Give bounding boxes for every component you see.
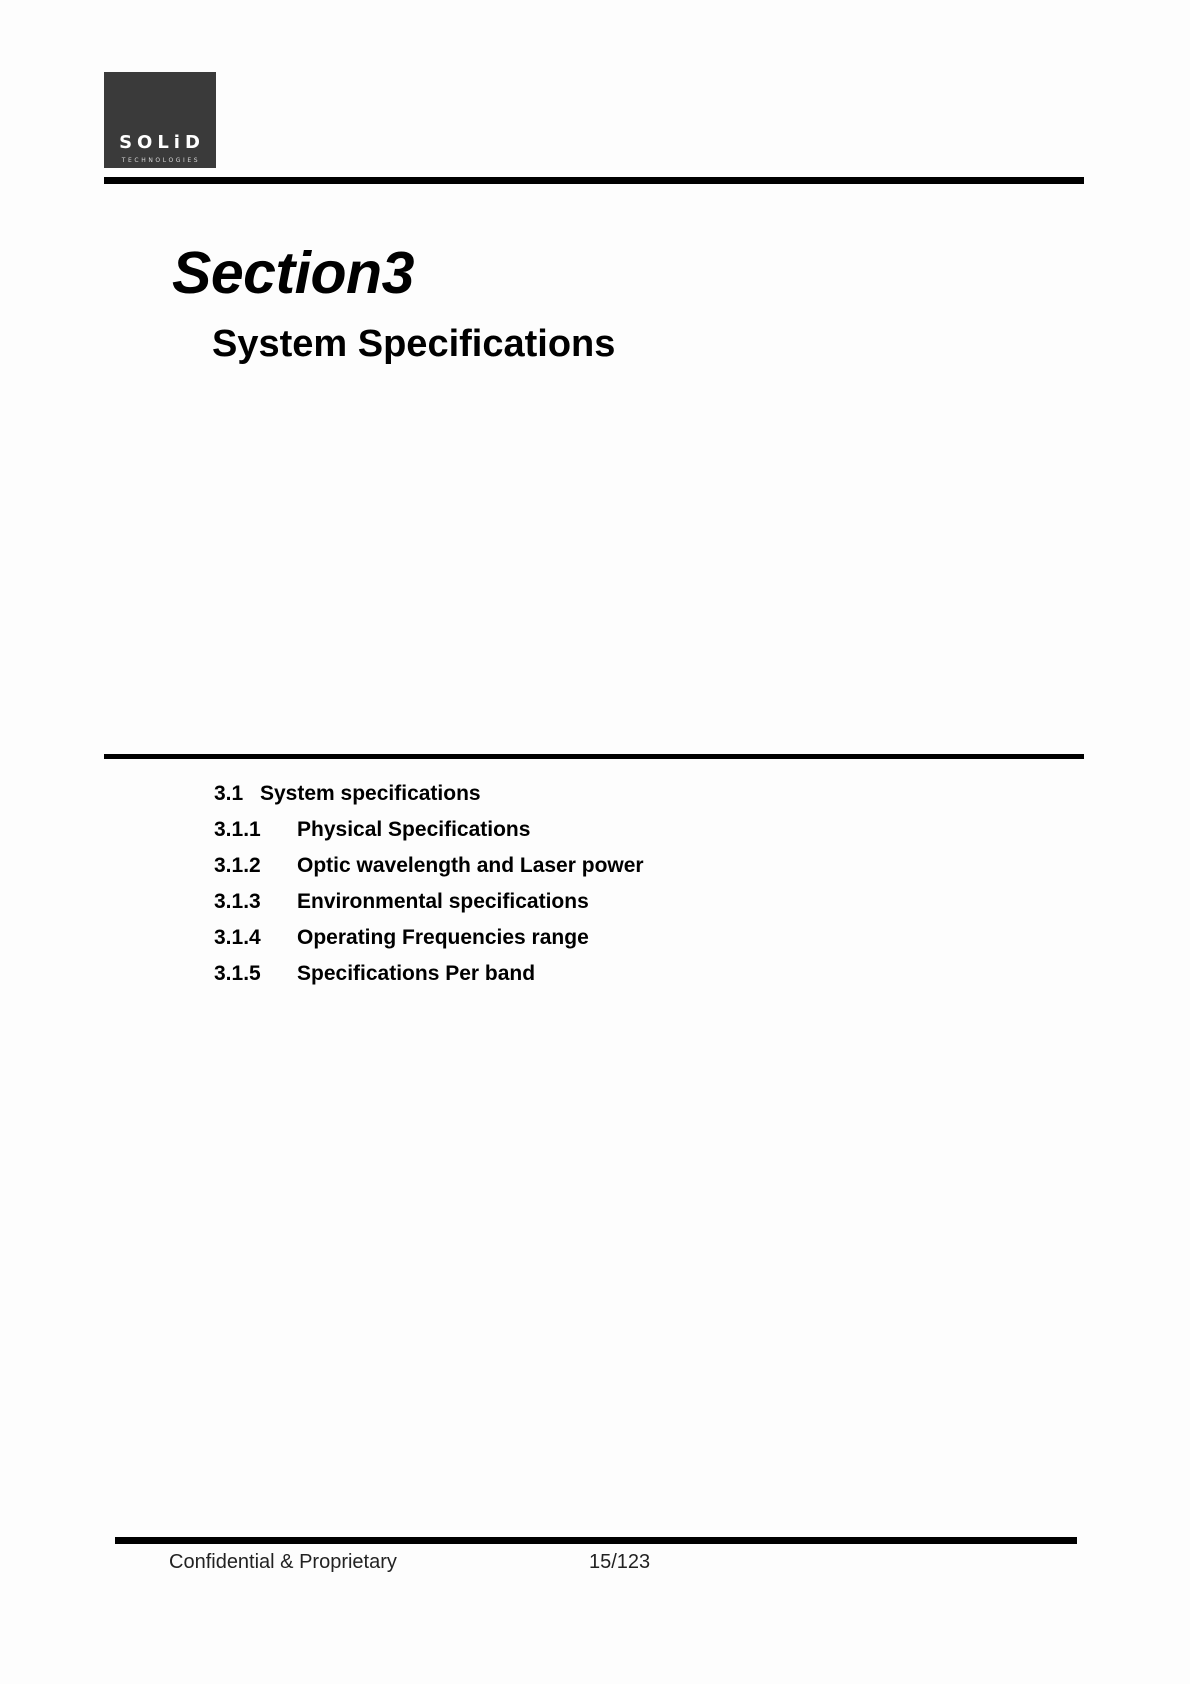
header-divider: [104, 177, 1084, 184]
toc-item-number: 3.1.4: [214, 926, 261, 949]
footer-divider: [115, 1537, 1077, 1544]
toc-item-label: Specifications Per band: [297, 962, 536, 985]
toc-item[interactable]: [214, 776, 1014, 812]
toc-item-number: 3.1.1: [214, 818, 261, 841]
toc-item-label: Optic wavelength and Laser power: [297, 854, 644, 877]
toc-item[interactable]: [214, 812, 1014, 848]
company-logo: [104, 72, 216, 168]
toc-item-label: Operating Frequencies range: [297, 926, 589, 949]
toc-item[interactable]: [214, 848, 1014, 884]
confidentiality-notice: Confidential & Proprietary: [169, 1551, 397, 1573]
logo-tagline: TECHNOLOGIES: [121, 157, 201, 164]
toc-item-number: 3.1: [214, 782, 244, 805]
logo-wordmark: SOLiD: [119, 132, 205, 153]
toc-divider: [104, 754, 1084, 759]
toc-item-number: 3.1.3: [214, 890, 261, 913]
toc-item-label: System specifications: [260, 782, 481, 805]
toc-item-number: 3.1.5: [214, 962, 261, 985]
table-of-contents: [214, 776, 1014, 992]
toc-item-label: Physical Specifications: [297, 818, 531, 841]
section-title: Section3: [172, 240, 414, 306]
toc-item-number: 3.1.2: [214, 854, 261, 877]
toc-item[interactable]: [214, 956, 1014, 992]
toc-item[interactable]: [214, 920, 1014, 956]
toc-item[interactable]: [214, 884, 1014, 920]
toc-item-label: Environmental specifications: [297, 890, 589, 913]
section-subtitle: System Specifications: [212, 323, 616, 365]
page-number: 15/123: [589, 1551, 651, 1573]
